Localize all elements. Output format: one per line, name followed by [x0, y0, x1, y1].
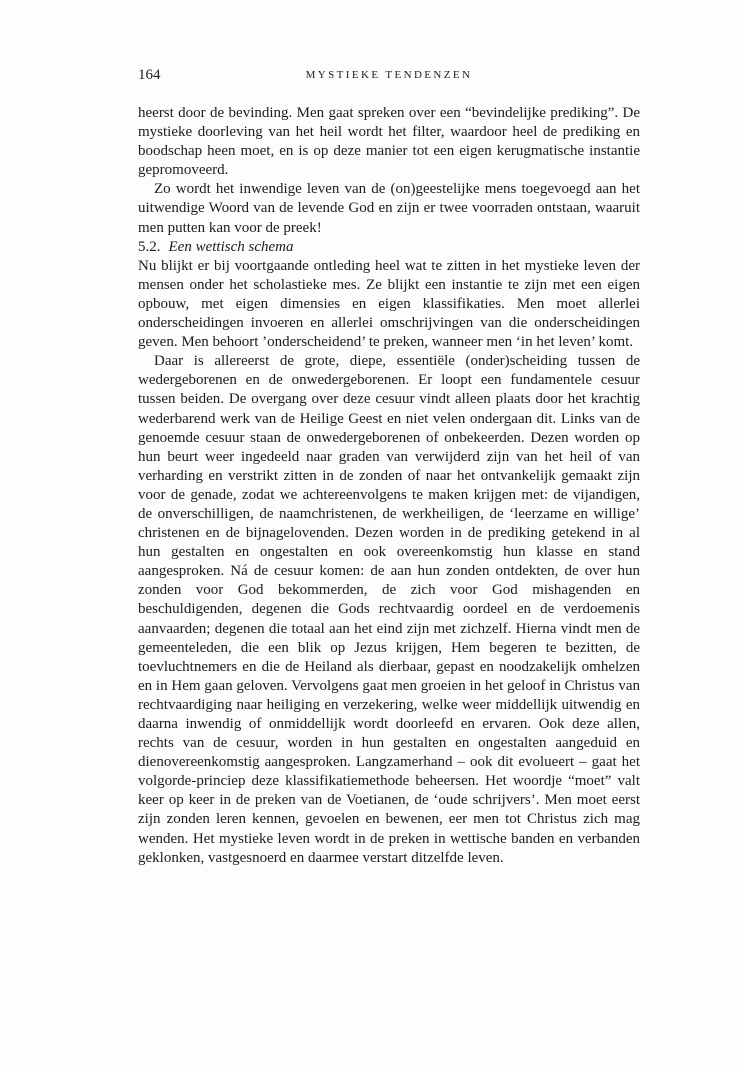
- body-text: [138, 104, 640, 868]
- paragraph: heerst door de bevinding. Men gaat spreken over een “bevindelijke prediking”. De mystieke doorleving van het heil wordt het filter, waardoor heel de prediking en boodschap heen moet, en is op deze manier tot een eigen kerugmatische instantie gepromoveerd.: [138, 105, 640, 179]
- paragraph: Nu blijkt er bij voortgaande ontleding heel wat te zitten in het mystieke leven der mensen onder het scholastieke mes. Ze blijkt een instantie te zijn met een eigen opbouw, met eigen dimensies en eigen klassifikaties. Men moet allerlei onderscheidingen invoeren en allerlei omschrijvingen van die onderscheidingen geven. Men behoort ’onderscheidend’ te preken, wanneer men ‘in het leven’ komt.: [138, 257, 640, 351]
- section-title: Een wettisch schema: [168, 238, 294, 255]
- section-heading: [138, 238, 640, 257]
- paragraph: Zo wordt het inwendige leven van de (on)geestelijke mens toegevoegd aan het uitwendige Woord van de levende God en zijn er twee voorraden ontstaan, waaruit men putten kan voor de preek!: [138, 181, 640, 236]
- paragraph: Daar is allereerst de grote, diepe, essentiële (onder)scheiding tussen de wedergeborenen en de onwedergeborenen. Er loopt een fundamentele cesuur tussen beiden. De overgang over deze cesuur vindt alleen plaats door het krachtig wederbarend werk van de Heilige Geest en niet velen ondergaan dit. Links van de genoemde cesuur staan de onwedergeborenen of onbekeerden. Dezen worden op hun beurt weer ingedeeld naar graden van verwijderd zijn van het heil of van verharding en verstrikt zitten in de zonden of naar het ontvankelijk gemaakt zijn voor de genade, zodat we achtereenvolgens te maken krijgen met: de vijandigen, de onverschilligen, de naamchristenen, de werkheiligen, de ‘leerzame en willige’ christenen en de bijnagelovenden. Dezen worden in de prediking getekend in al hun gestalten en ongestalten en ook overeenkomstig hun klasse en stand aangesproken. Ná de cesuur komen: de aan hun zonden ontdekten, de over hun zonden voor God bekommerden, de zich voor God mishagenden en beschuldigenden, degenen die Gods rechtvaardig oordeel en de verdoemenis aanvaarden; degenen die totaal aan het eind zijn met zichzelf. Hierna vindt men de gemeenteleden, die een blik op Jezus krijgen, Hem begeren te bezitten, de toevluchtnemers en die de Heiland als dierbaar, gepast en noodzakelijk omhelzen en in Hem gaan geloven. Vervolgens gaat men groeien in het geloof in Christus van rechtvaardiging naar heiliging en verzekering, welke weer middellijk uitwendig en daarna inwendig of onmiddellijk wordt doorleefd en ervaren. Ook deze allen, rechts van de cesuur, worden in hun gestalten en ongestalten aangeduid en dienovereenkomstig aangesproken. Langzamerhand – ook dit evolueert – gaat het volgorde-princiep deze klassifikatiemethode beheersen. Het woordje “moet” valt keer op keer in de preken van de Voetianen, de ‘oude schrijvers’. Men moet eerst zijn zonden leren kennen, gevoelen en bewenen, eer men tot Christus zich mag wenden. Het mystieke leven wordt in de preken in wettische banden en verbanden geklonken, vastgesnoerd en daarmee verstart ditzelfde leven.: [138, 353, 640, 866]
- running-head: [138, 66, 640, 86]
- page-number: 164: [138, 67, 161, 83]
- running-title: MYSTIEKE TENDENZEN: [305, 69, 473, 81]
- section-number: 5.2.: [138, 238, 161, 255]
